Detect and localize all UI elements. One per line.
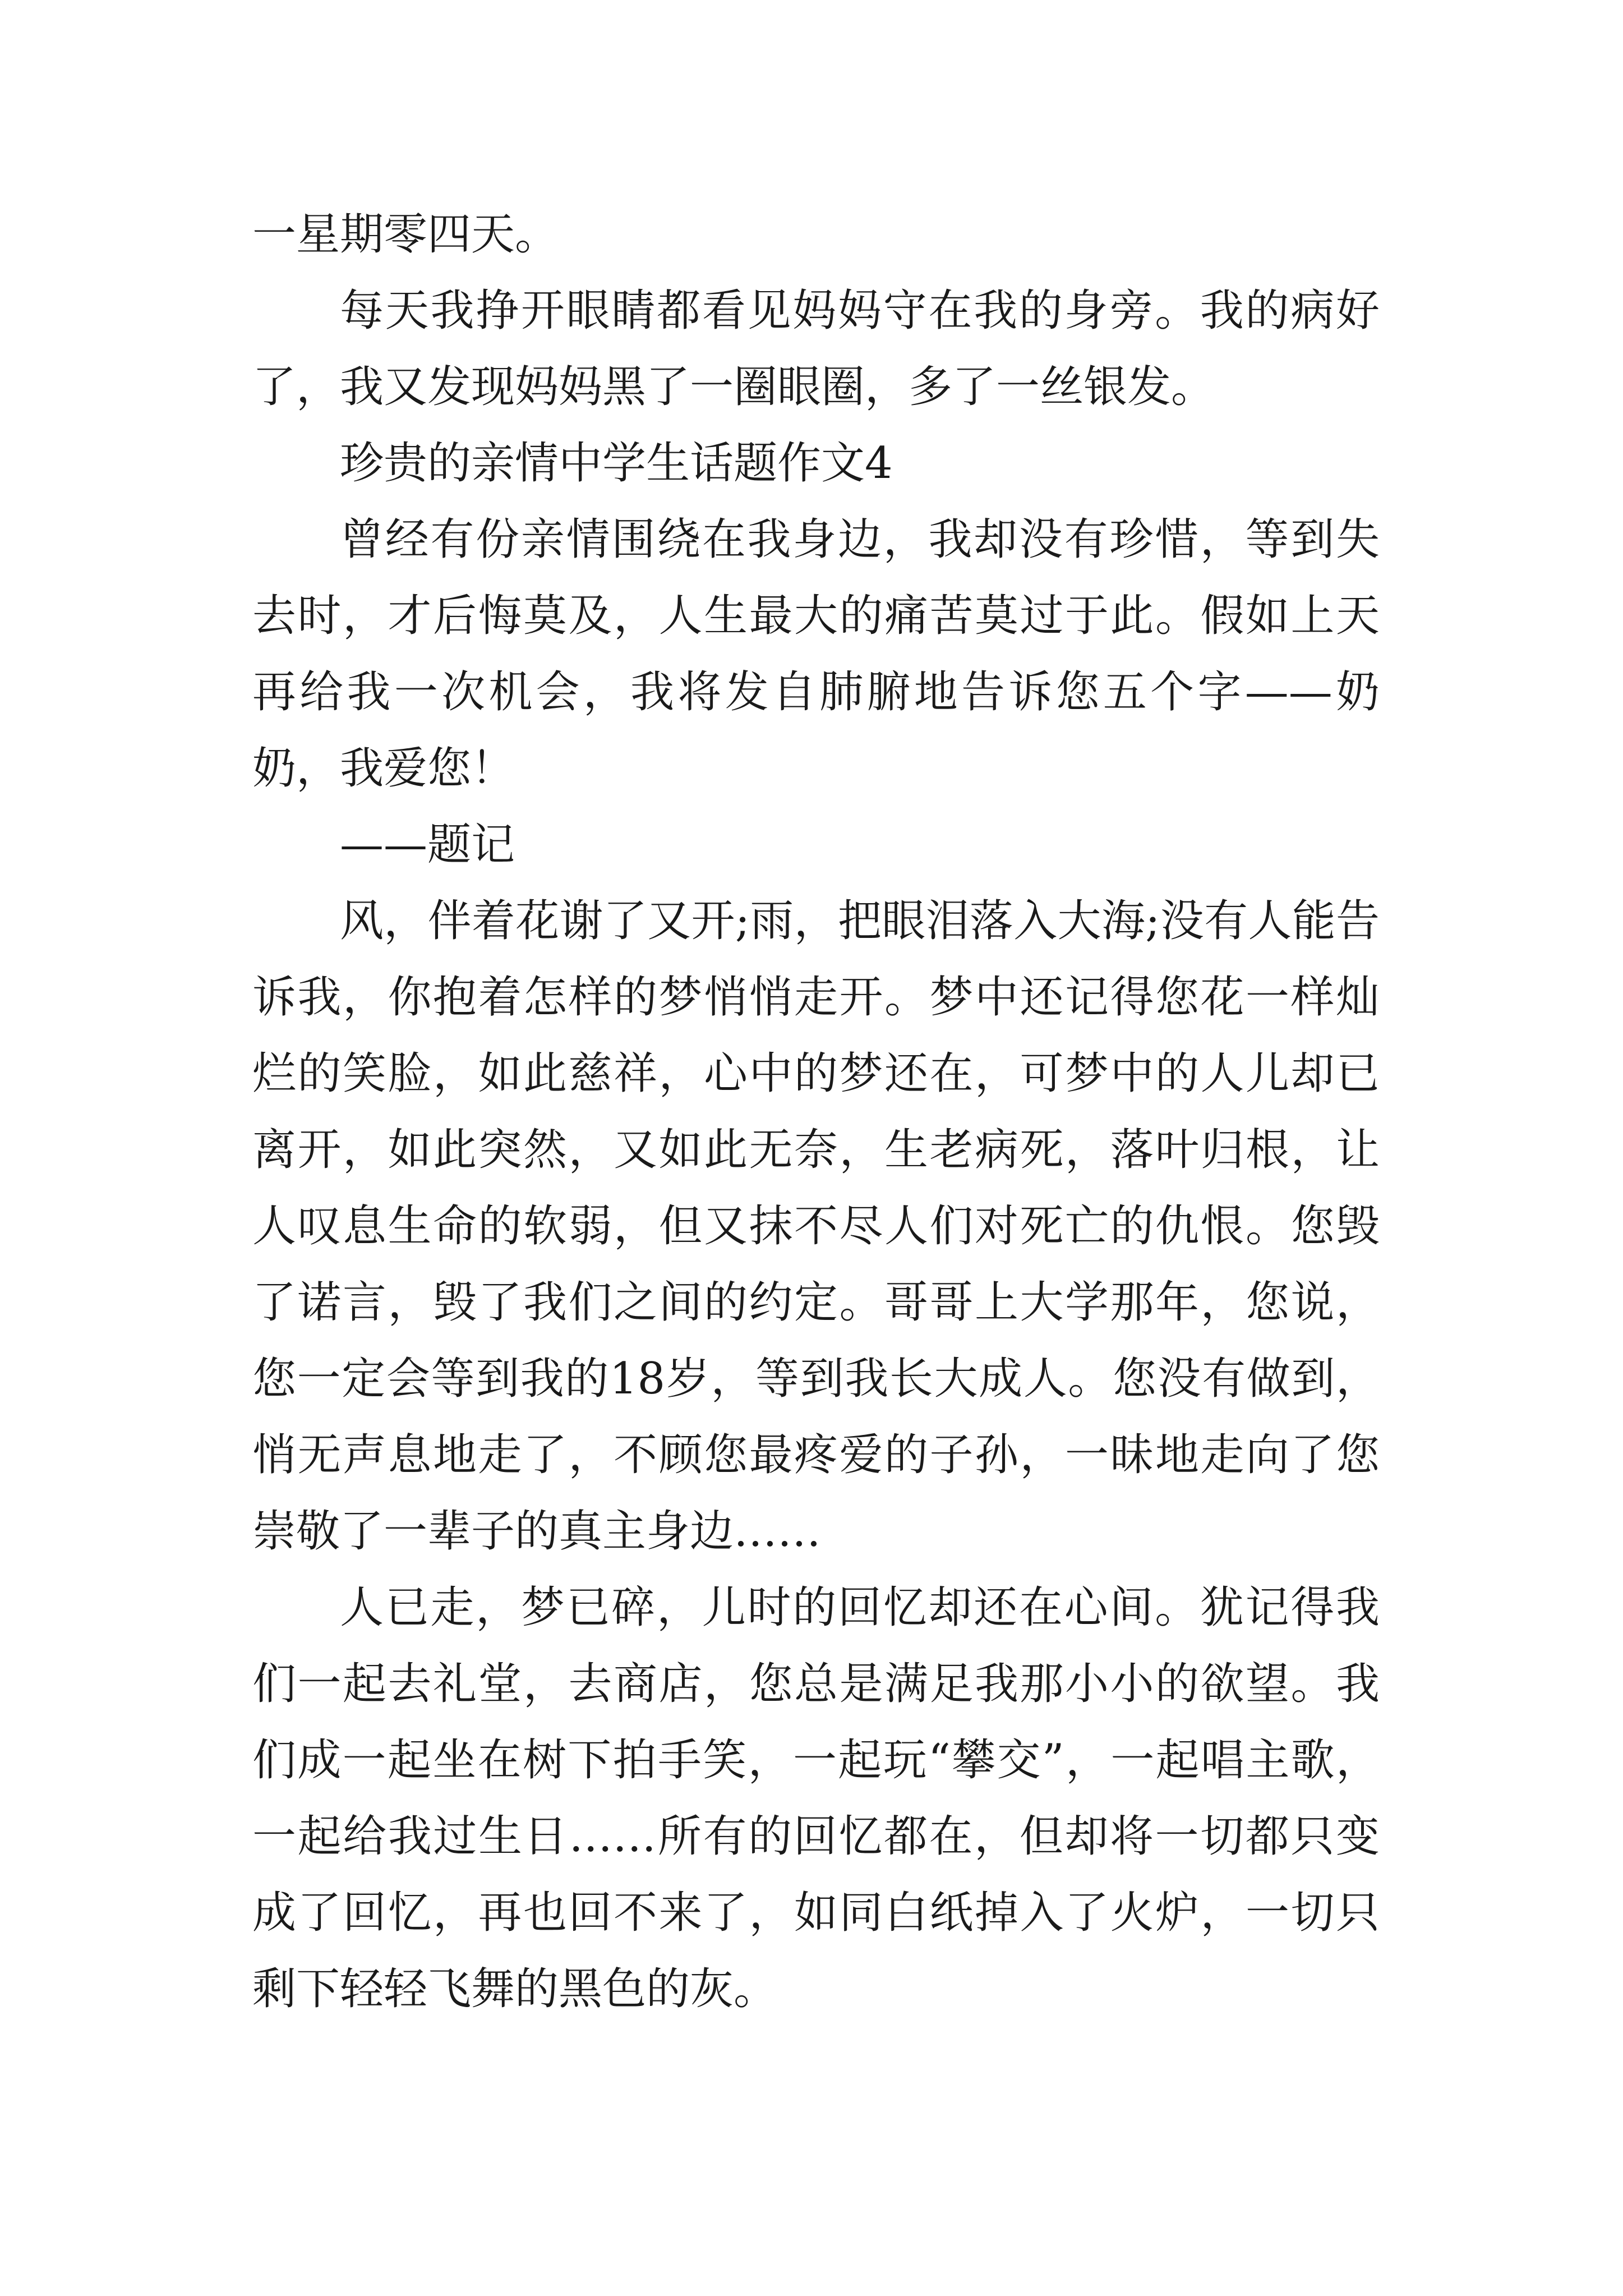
paragraph-1: 一星期零四天。 [252, 209, 559, 260]
essay-title: 珍贵的亲情中学生话题作文4 [340, 438, 893, 489]
epigraph-attribution: ——题记 [340, 820, 515, 870]
paragraph-2: 每天我挣开眼睛都看见妈妈守在我的身旁。我的病好了，我又发现妈妈黑了一圈眼圈，多了一丝银发。 [252, 286, 1380, 412]
document-body [252, 196, 1380, 2027]
paragraph-body-1: 风，伴着花谢了又开;雨，把眼泪落入大海;没有人能告诉我，你抱着怎样的梦悄悄走开。梦中还记得您花一样灿烂的笑脸，如此慈祥，心中的梦还在，可梦中的人儿却已离开，如此突然，又如此无奈，生老病死，落叶归根，让人叹息生命的软弱，但又抹不尽人们对死亡的仇恨。您毁了诺言，毁了我们之间的约定。哥哥上大学那年，您说，您一定会等到我的18岁，等到我长大成人。您没有做到，悄无声息地走了，不顾您最疼爱的子孙，一昧地走向了您崇敬了一辈子的真主身边…… [252, 896, 1380, 1557]
paragraph-body-2: 人已走，梦已碎，儿时的回忆却还在心间。犹记得我们一起去礼堂，去商店，您总是满足我那小小的欲望。我们成一起坐在树下拍手笑，一起玩“攀交”，一起唱主歌，一起给我过生日……所有的回忆都在，但却将一切都只变成了回忆，再也回不来了，如同白纸掉入了火炉，一切只剩下轻轻飞舞的黑色的灰。 [252, 1582, 1380, 2014]
paragraph-epigraph: 曾经有份亲情围绕在我身边，我却没有珍惜，等到失去时，才后悔莫及，人生最大的痛苦莫过于此。假如上天再给我一次机会，我将发自肺腑地告诉您五个字——奶奶，我爱您！ [252, 514, 1380, 794]
